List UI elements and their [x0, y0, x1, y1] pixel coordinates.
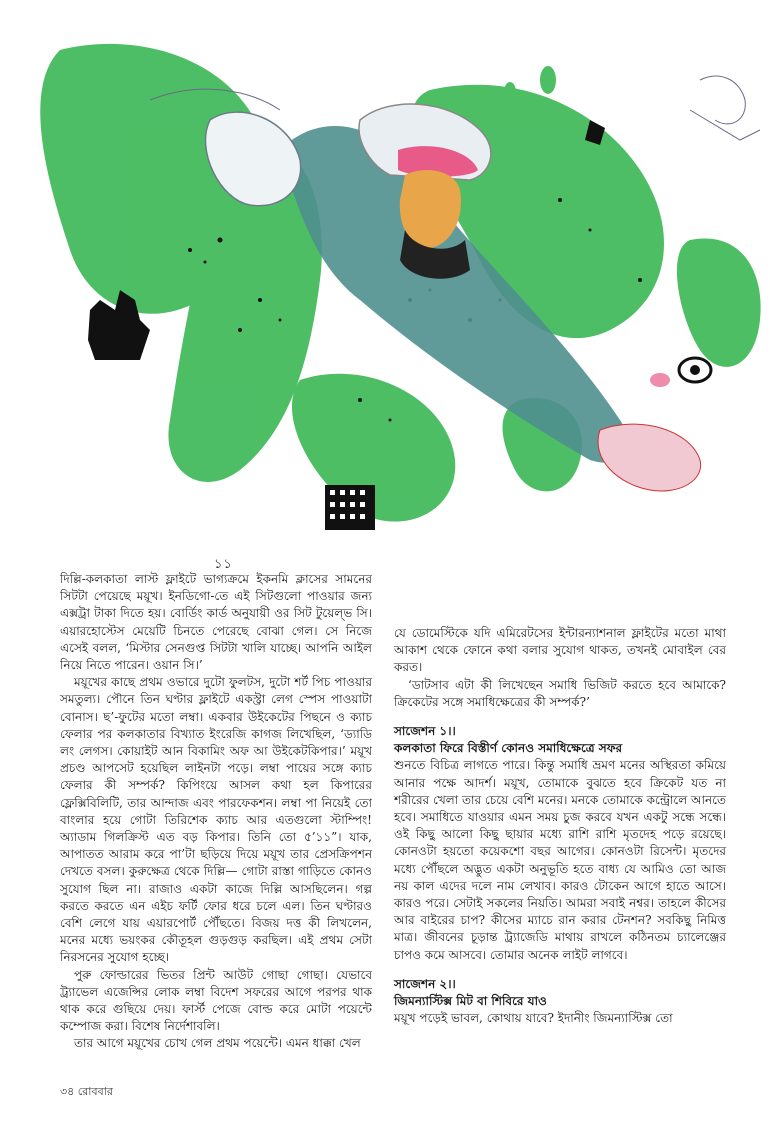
paragraph: যে ডোমেস্টিকে যদি এমিরেটসের ইন্টারন্যাশনাল ফ্লাইটের মতো মাথা আকাশ থেকে ফোনে কথা বলার সুযোগ থাকত, তখনই মোবাইল বের করত।	[394, 626, 726, 675]
section-subheading: জিমন্যাস্টিক্স মিট বা শিবিরে যাও	[394, 994, 547, 1009]
section-heading: সাজেশন ২।।	[394, 976, 456, 991]
section-subheading: কলকাতা ফিরে বিস্তীর্ণ কোনও সমাধিক্ষেত্রে সফর	[394, 741, 623, 756]
paragraph: পুরু ফোল্ডারের ভিতর প্রিন্ট আউট গোছা গোছা। যেভাবে ট্র্যাভেল এজেন্সির লোক লম্বা বিদেশ সফরের আগে পরপর থাক থাক করে গুছিয়ে দেয়। ফার্স্ট পেজে বোল্ড করে মোটা পয়েন্টে কম্পোজ করা। বিশেষ নির্দেশাবলি।	[60, 967, 372, 1034]
cricketer-illustration	[0, 0, 770, 560]
paragraph: দিল্লি-কলকাতা লাস্ট ফ্লাইটে ভাগ্যক্রমে ইকনমি ক্লাসের সামনের সিটটা পেয়েছে ময়ূখ। ইনডিগো-তে এই সিটগুলো পাওয়ার জন্য এক্সট্রা টাকা দিতে হয়। বোর্ডিং কার্ড অনুযায়ী ওর সিট টুয়েল্ভ সি। এয়ারহোস্টেস মেয়েটি চিনতে পেরেছে বোঝা গেল। সে নিজে এসেই বলল, ‘মিস্টার সেনগুপ্ত সিটটা খালি যাচ্ছে। আপনি আইল নিয়ে নিতে পারেন। ওয়ান সি।’	[60, 572, 372, 673]
page-footer: ৩৪ রোববার	[60, 1085, 113, 1098]
right-text-column	[394, 625, 726, 1027]
section-heading: সাজেশন ১।।	[394, 724, 456, 739]
paragraph: ‘ডাটসাব এটা কী লিখেছেন সমাধি ভিজিট করতে হবে আমাকে? ক্রিকেটের সঙ্গে সমাধিক্ষেত্রের কী সম্পর্ক?’	[394, 677, 726, 709]
paragraph: তার আগে ময়ূখের চোখ গেল প্রথম পয়েন্টে। এমন ধাক্কা খেল	[74, 1036, 361, 1051]
chapter-number: ১১	[214, 557, 233, 572]
left-text-column	[60, 571, 372, 1053]
paragraph: ময়ূখ পড়েই ভাবল, কোথায় যাবে? ইদানীং জিমন্যাস্টিক্স তো	[394, 1011, 673, 1026]
paragraph: শুনতে বিচিত্র লাগতে পারে। কিন্তু সমাধি ভ্রমণ মনের অস্থিরতা কমিয়ে আনার পক্ষে আদর্শ। ময়ূখ, তোমাকে বুঝতে হবে ক্রিকেট যত না শরীরের খেলা তার চেয়ে বেশি মনের। মনকে তোমাকে কন্ট্রোলে আনতে হবে। সমাধিতে যাওয়ার এমন সময় চুজ করবে যখন একটু সন্ধে সন্ধে। ওই কিছু আলো কিছু ছায়ার মধ্যে রাশি রাশি মৃতদেহ পড়ে রয়েছে। কোনওটা হয়তো কয়েকশো বছর আগের। কোনওটা রিসেন্ট। মৃতদের মধ্যে পৌঁছলে অদ্ভুত একটা অনুভূতি হতে বাধ্য যে আমিও তো আজ নয় কাল এদের দলে নাম লেখাব। কারও টোকেন আগে হাতে আসে। কারও পরে। সেটাই সকলের নিয়তি। আমরা সবাই নশ্বর। তাহলে কীসের আর বাইরের চাপ? কীসের ম্যাচে রান করার টেনশন? সবকিছু নিমিত্ত মাত্র। জীবনের চূড়ান্ত ট্র্যাজেডি মাথায় রাখলে কঠিনতম চ্যালেঞ্জের চাপও কমে আসবে। তোমার অনেক লাইট লাগবে।	[394, 758, 726, 962]
paragraph: ময়ূখের কাছে প্রথম ওভারে দুটো ফুলটস, দুটো শর্ট পিচ পাওয়ার সমতুল্য। পৌনে তিন ঘণ্টার ফ্লাইটে একস্ট্রা লেগ স্পেস পাওয়াটা বোনাস। ছ’-ফুটের মতো লম্বা। একবার উইকেটের পিছনে ও ক্যাচ ফেলার পর কলকাতার বিখ্যাত ইংরেজি কাগজ লিখেছিল, ‘ড্যাডি লং লেগস। কোয়াইট আন বিকামিং অফ আ উইকেটকিপার।’ ময়ূখ প্রচণ্ড আপসেট হয়েছিল লাইনটা পড়ে। লম্বা পায়ের সঙ্গে ক্যাচ ফেলার কী সম্পর্ক? কিপিংয়ে আসল কথা হল কিপারের ফ্লেক্সিবিলিটি, তার আন্দাজ এবং পারফেকশন। লম্বা পা নিয়েই তো বাংলার হয়ে গোটা তিরিশেক ক্যাচ আর এতগুলো স্টাম্পিং! অ্যাডাম গিলক্রিস্ট এত বড় কিপার। তিনি তো ৫’১১”। যাক, আপাতত আরাম করে পা’টা ছড়িয়ে দিয়ে ময়ূখ তার প্রেসক্রিপশন দেখতে বসল। কুরুক্ষেত্র থেকে দিল্লি— গোটা রাস্তা গাড়িতে কোনও সুযোগ ছিল না। রাজাও একটা কাজে দিল্লি আসছিলেন। গল্প করতে করতে এন এইচ ফর্টি ফোর ধরে চলে এল। তিন ঘণ্টারও বেশি লেগে যায় এয়ারপোর্ট পৌঁছতে। বিজয় দত্ত কী লিখলেন, মনের মধ্যে ভয়ংকর কৌতূহল গুড়গুড় করছিল। এই প্রথম সেটা নিরসনের সুযোগ হচ্ছে।	[60, 675, 372, 965]
